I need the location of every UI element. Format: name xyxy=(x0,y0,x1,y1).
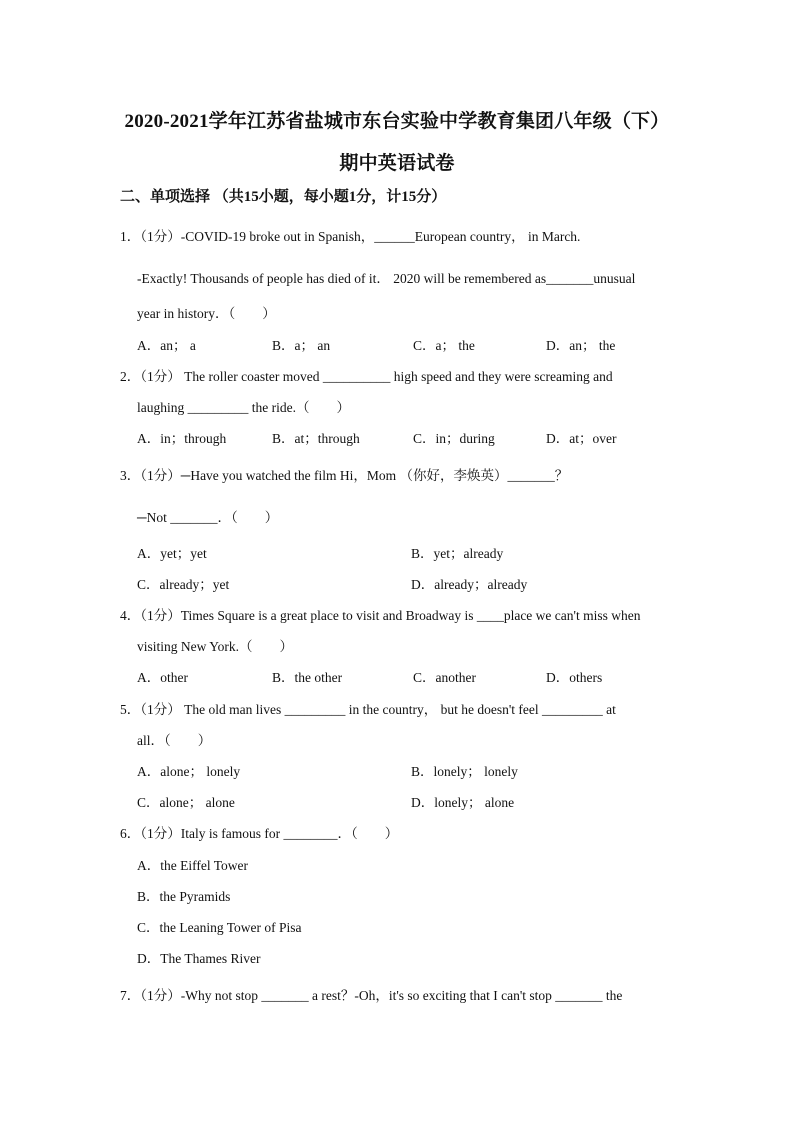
question-3-option-b[interactable]: B．yet；already xyxy=(411,546,504,561)
question-6-option-c[interactable]: C．the Leaning Tower of Pisa xyxy=(137,920,302,935)
question-3-option-a[interactable]: A．yet；yet xyxy=(137,546,207,561)
question-2-text xyxy=(120,365,675,385)
question-5-text: 5．（1分） The old man lives _________ in the country， but he doesn't feel _________ at xyxy=(120,702,616,717)
exam-title-line2: 期中英语试卷 xyxy=(339,153,455,174)
question-1-option-d[interactable]: D．an； the xyxy=(546,338,616,353)
question-6-option-b[interactable]: B．the Pyramids xyxy=(137,889,231,904)
question-1-option-c[interactable]: C．a； the xyxy=(413,338,475,353)
question-4-option-a[interactable]: A．other xyxy=(137,670,188,685)
question-4-option-b[interactable]: B．the other xyxy=(272,670,343,685)
question-5-option-a[interactable]: A．alone； lonely xyxy=(137,764,241,779)
question-2-text-span: 2．（1分） The roller coaster moved __________ high speed and they were screaming and xyxy=(120,369,613,384)
question-6-text: 6．（1分）Italy is famous for ________．（ ） xyxy=(120,826,399,841)
question-5-option-b[interactable]: B．lonely； lonely xyxy=(411,764,518,779)
question-2-option-d[interactable]: D．at；over xyxy=(546,431,617,446)
question-3-option-c[interactable]: C．already；yet xyxy=(137,577,230,592)
question-1-option-b[interactable]: B．a； an xyxy=(272,338,331,353)
question-2-option-c[interactable]: C．in；during xyxy=(413,431,495,446)
question-4-text: 4．（1分）Times Square is a great place to visit and Broadway is ____place we can't miss when xyxy=(120,608,641,623)
question-1-option-a[interactable]: A．an； a xyxy=(137,338,196,353)
question-2-option-b[interactable]: B．at；through xyxy=(272,431,360,446)
question-1-text-cont: year in history．（ ） xyxy=(137,306,276,321)
section-heading: 二、单项选择 （共15小题，每小题1分，计15分） xyxy=(120,189,447,205)
question-5-text-cont: all．（ ） xyxy=(137,733,212,748)
question-7-text: 7．（1分）-Why not stop _______ a rest？-Oh，it's so exciting that I can't stop _______ the xyxy=(120,988,623,1003)
question-2-text-cont: laughing _________ the ride.（ ） xyxy=(137,400,350,415)
question-1-text-cont: -Exactly! Thousands of people has died of it． 2020 will be remembered as_______unusual xyxy=(137,271,636,286)
exam-title-line1: 2020-2021学年江苏省盐城市东台实验中学教育集团八年级（下） xyxy=(124,111,670,132)
question-4-option-d[interactable]: D．others xyxy=(546,670,603,685)
question-5-option-d[interactable]: D．lonely； alone xyxy=(411,795,515,810)
question-4-text-cont: visiting New York.（ ） xyxy=(137,639,294,654)
question-5-option-c[interactable]: C．alone； alone xyxy=(137,795,235,810)
question-6-option-d[interactable]: D．The Thames River xyxy=(137,951,261,966)
question-1-text: 1．（1分）-COVID-19 broke out in Spanish，______European country， in March. xyxy=(120,229,581,244)
question-4-option-c[interactable]: C．another xyxy=(413,670,476,685)
question-3-text-cont: ─Not _______．（ ） xyxy=(137,510,279,525)
question-6-option-a[interactable]: A．the Eiffel Tower xyxy=(137,858,249,873)
question-3-option-d[interactable]: D．already；already xyxy=(411,577,528,592)
question-2-option-a[interactable]: A．in；through xyxy=(137,431,227,446)
question-3-text: 3．（1分）─Have you watched the film Hi，Mom （你好，李焕英）_______？ xyxy=(120,468,569,483)
